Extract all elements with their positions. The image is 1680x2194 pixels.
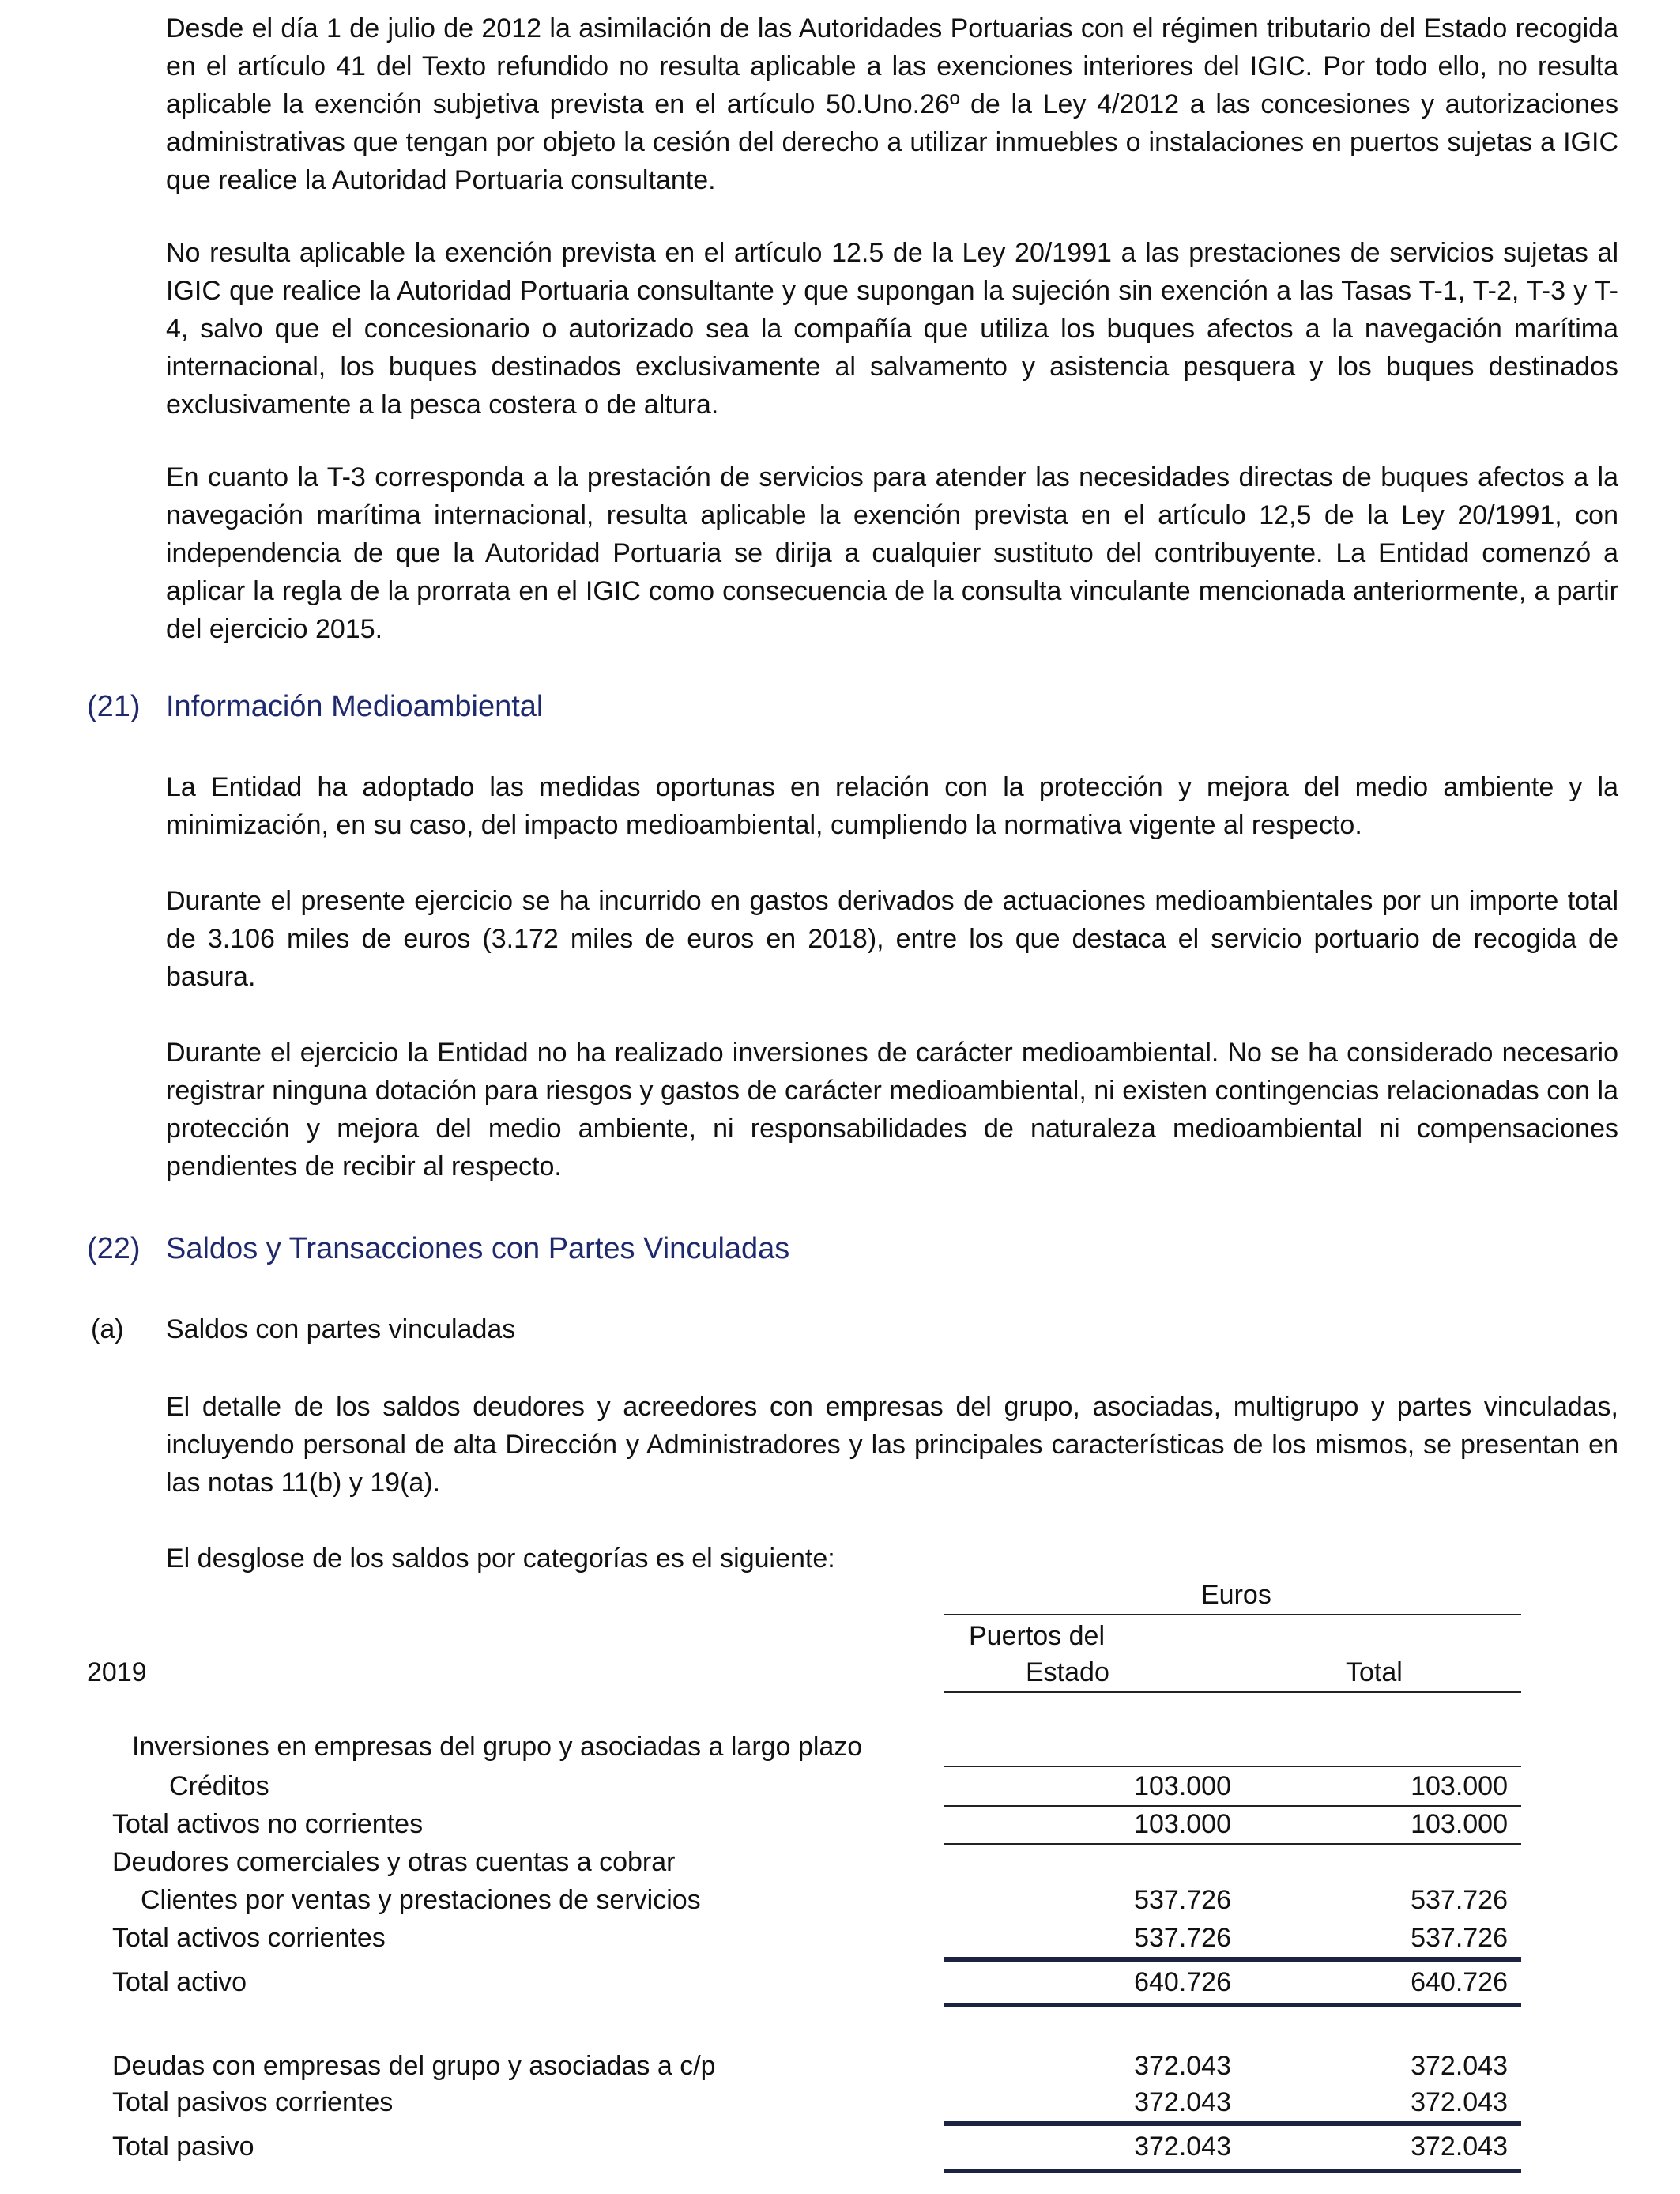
paragraph-medidas-medioambiente: La Entidad ha adoptado las medidas oportunas en relación con la protección y mejora del medio ambiente y la minimización, en su caso, del impacto medioambiental, cumpliendo la normativa vigente al respecto. <box>166 772 1618 840</box>
total-rule <box>944 2169 1521 2173</box>
table-row-label: Inversiones en empresas del grupo y asociadas a largo plazo <box>132 1732 863 1762</box>
table-cell-total: 537.726 <box>1411 1923 1508 1953</box>
paragraph-desglose-intro: El desglose de los saldos por categorías es el siguiente: <box>166 1544 835 1574</box>
table-cell-puertos: 372.043 <box>1134 2051 1231 2081</box>
row-rule <box>944 1766 1521 1767</box>
section-title: Información Medioambiental <box>166 690 544 723</box>
table-cell-total: 372.043 <box>1411 2087 1508 2117</box>
table-cell-puertos: 372.043 <box>1134 2132 1231 2162</box>
paragraph-igic-asimilacion: Desde el día 1 de julio de 2012 la asimilación de las Autoridades Portuarias con el régimen tributario del Estado recogida en el artículo 41 del Texto refundido no resulta aplicable a las exenciones interiores del IGIC. Por todo ello, no resulta aplicable la exención subjetiva prevista en el artículo 50.Uno.26º de la Ley 4/2012 a las concesiones y autorizaciones administrativas que tengan por objeto la cesión del derecho a utilizar inmuebles o instalaciones en puertos sujetas a IGIC que realice la Autoridad Portuaria consultante. <box>166 13 1618 195</box>
table-row-label: Deudores comerciales y otras cuentas a cobrar <box>112 1847 676 1877</box>
subsection-number: (a) <box>91 1314 124 1344</box>
table-row-label: Total pasivos corrientes <box>112 2087 394 2117</box>
subtotal-rule <box>944 2121 1521 2126</box>
section-heading-21 <box>87 688 543 726</box>
section-number: (22) <box>87 1232 141 1265</box>
table-row-label: Clientes por ventas y prestaciones de servicios <box>141 1885 701 1915</box>
column-header-puertos-line1: Puertos del <box>969 1621 1105 1651</box>
header-bottom-rule <box>944 1691 1521 1693</box>
subsection-heading-a <box>91 1310 515 1348</box>
column-header-total: Total <box>1346 1657 1403 1687</box>
table-row-label: Total activo <box>112 1967 247 1997</box>
table-cell-total: 103.000 <box>1411 1771 1508 1801</box>
section-number: (21) <box>87 690 141 723</box>
section-title: Saldos y Transacciones con Partes Vinculadas <box>166 1232 790 1265</box>
table-row-label: Deudas con empresas del grupo y asociadas a c/p <box>112 2051 716 2081</box>
paragraph-detalle-saldos: El detalle de los saldos deudores y acreedores con empresas del grupo, asociadas, multigrupo y partes vinculadas, incluyendo personal de alta Dirección y Administradores y las principales características de los mismos, se presentan en las notas 11(b) y 19(a). <box>166 1392 1618 1498</box>
subsection-title: Saldos con partes vinculadas <box>166 1314 516 1344</box>
paragraph-inversiones-medioambientales: Durante el ejercicio la Entidad no ha realizado inversiones de carácter medioambiental. No se ha considerado necesario registrar ninguna dotación para riesgos y gastos de carácter medioambiental, ni existen contingencias relacionadas con la protección y mejora del medio ambiente, ni responsabilidades de naturaleza medioambiental ni compensaciones pendientes de recibir al respecto. <box>166 1038 1618 1182</box>
table-row-label: Créditos <box>169 1771 269 1801</box>
table-cell-puertos: 372.043 <box>1134 2087 1231 2117</box>
section-heading-22 <box>87 1230 789 1268</box>
table-cell-total: 372.043 <box>1411 2132 1508 2162</box>
table-cell-total: 103.000 <box>1411 1809 1508 1839</box>
row-rule <box>944 1843 1521 1845</box>
header-rule <box>944 1614 1521 1615</box>
table-cell-total: 640.726 <box>1411 1967 1508 1997</box>
table-cell-puertos: 640.726 <box>1134 1967 1231 1997</box>
total-rule <box>944 2003 1521 2007</box>
currency-header: Euros <box>1201 1580 1271 1610</box>
table-cell-puertos: 103.000 <box>1134 1809 1231 1839</box>
column-header-puertos-line2: Estado <box>1026 1657 1109 1687</box>
table-cell-puertos: 537.726 <box>1134 1885 1231 1915</box>
table-cell-total: 537.726 <box>1411 1885 1508 1915</box>
table-year: 2019 <box>87 1657 147 1687</box>
table-row-label: Total activos no corrientes <box>112 1809 424 1839</box>
table-cell-puertos: 103.000 <box>1134 1771 1231 1801</box>
subtotal-rule <box>944 1957 1521 1962</box>
table-cell-total: 372.043 <box>1411 2051 1508 2081</box>
paragraph-exencion-tasas: No resulta aplicable la exención prevista en el artículo 12.5 de la Ley 20/1991 a las prestaciones de servicios sujetas al IGIC que realice la Autoridad Portuaria consultante y que supongan la sujeción sin exención a las Tasas T-1, T-2, T-3 y T-4, salvo que el concesionario o autorizado sea la compañía que utiliza los buques afectos a la navegación marítima internacional, los buques destinados exclusivamente al salvamento y asistencia pesquera y los buques destinados exclusivamente a la pesca costera o de altura. <box>166 238 1618 420</box>
table-row-label: Total pasivo <box>112 2132 254 2162</box>
table-cell-puertos: 537.726 <box>1134 1923 1231 1953</box>
paragraph-gastos-medioambientales: Durante el presente ejercicio se ha incurrido en gastos derivados de actuaciones medioambientales por un importe total de 3.106 miles de euros (3.172 miles de euros en 2018), entre los que destaca el servicio portuario de recogida de basura. <box>166 886 1618 992</box>
table-row-label: Total activos corrientes <box>112 1923 386 1953</box>
paragraph-t3-navegacion: En cuanto la T-3 corresponda a la prestación de servicios para atender las necesidades directas de buques afectos a la navegación marítima internacional, resulta aplicable la exención prevista en el artículo 12,5 de la Ley 20/1991, con independencia de que la Autoridad Portuaria se dirija a cualquier sustituto del contribuyente. La Entidad comenzó a aplicar la regla de la prorrata en el IGIC como consecuencia de la consulta vinculante mencionada anteriormente, a partir del ejercicio 2015. <box>166 462 1618 644</box>
